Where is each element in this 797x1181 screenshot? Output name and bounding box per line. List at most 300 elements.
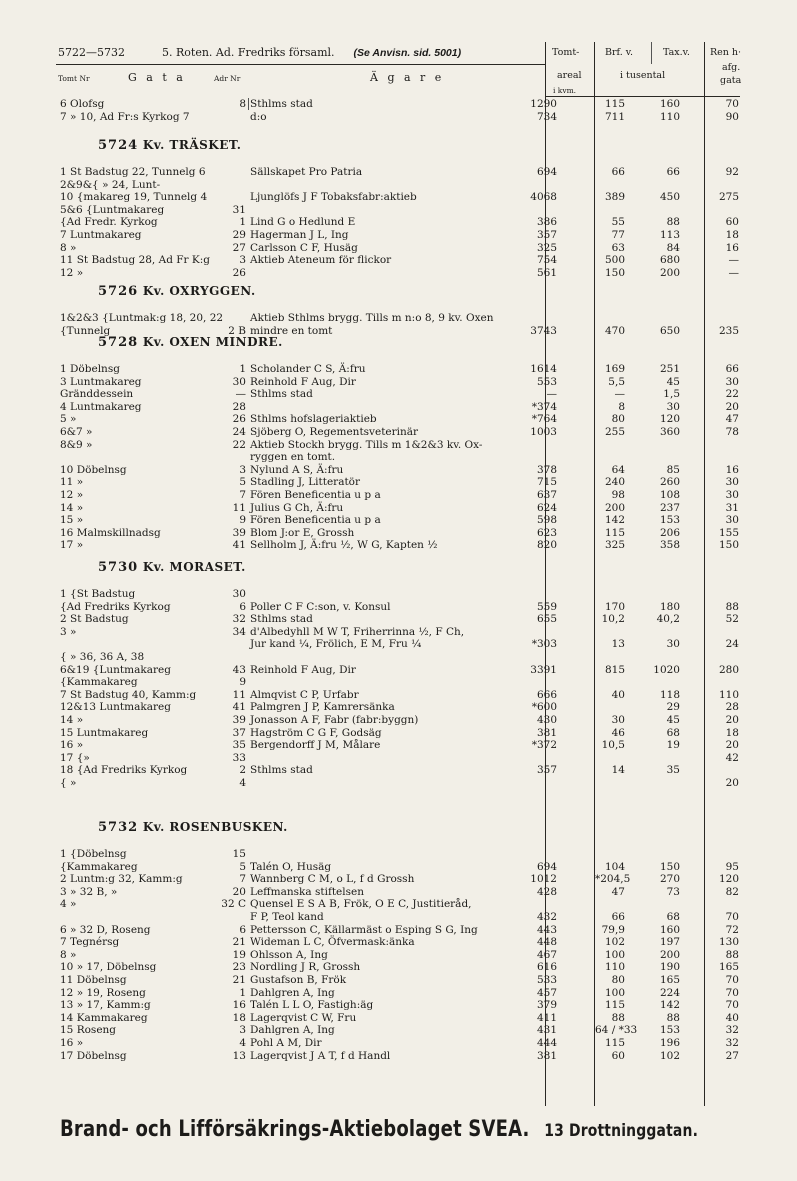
address-cell: 16 » — [60, 739, 84, 752]
house-number-cell: 22 — [232, 438, 246, 451]
cleaning-fee-cell: 130 — [718, 936, 739, 949]
areal-cell: *372 — [531, 739, 557, 752]
cleaning-fee-cell: 150 — [718, 539, 739, 552]
address-cell: 10 » 17, Döbelnsg — [60, 961, 157, 974]
table-row — [0, 439, 797, 452]
table-row — [0, 752, 797, 765]
section-number: 5732 — [98, 820, 139, 835]
house-number-cell: 23 — [232, 961, 246, 974]
house-number-cell: 26 — [232, 266, 246, 279]
areal-cell: 444 — [536, 1037, 557, 1049]
areal-cell: *303 — [531, 638, 557, 651]
address-cell: 4 » — [60, 898, 77, 911]
tax-value-cell: 358 — [659, 539, 680, 552]
address-cell: 1&2&3 {Luntmak:g 18, 20, 22 — [60, 312, 224, 324]
tax-value-cell: 160 — [659, 923, 680, 936]
table-row — [0, 651, 797, 664]
fire-value-cell: 77 — [611, 229, 625, 241]
cleaning-fee-cell: 30 — [725, 375, 739, 388]
address-cell: 3 Luntmakareg — [60, 375, 142, 388]
house-number-cell: 3 — [239, 463, 246, 476]
fire-value-cell: 142 — [604, 514, 625, 527]
house-number-cell: 5 — [239, 860, 246, 873]
owner-cell: mindre en tomt — [250, 324, 333, 337]
cleaning-fee-cell: 47 — [725, 413, 739, 426]
house-number-cell: — — [235, 388, 246, 401]
address-cell: 5 » — [60, 413, 77, 426]
cleaning-fee-cell: 78 — [725, 426, 739, 438]
table-row — [0, 638, 797, 651]
table-row — [0, 111, 797, 124]
fire-value-cell: 815 — [604, 663, 625, 676]
house-number-cell: 19 — [232, 948, 246, 961]
cleaning-fee-cell: 16 — [725, 463, 739, 476]
table-row — [0, 701, 797, 714]
address-cell: 8 » — [60, 948, 77, 961]
address-cell: 14 » — [60, 714, 84, 726]
col-agare: Ä g a r e — [370, 71, 445, 84]
fire-value-cell: 46 — [611, 726, 625, 739]
address-cell: 6 Olofsg — [60, 98, 105, 110]
owner-cell: Bergendorff J M, Målare — [250, 739, 381, 752]
table-row — [0, 848, 797, 861]
address-cell: 4 Luntmakareg — [60, 400, 142, 413]
table-row — [0, 588, 797, 601]
address-cell: 14 » — [60, 501, 84, 514]
fire-value-cell: 98 — [611, 489, 625, 501]
fire-value-cell: 115 — [604, 999, 625, 1012]
cleaning-fee-cell: 42 — [725, 751, 739, 764]
house-number-cell: 8 — [239, 98, 246, 110]
tax-value-cell: 680 — [659, 254, 680, 267]
house-number-cell: 30 — [232, 375, 246, 388]
cleaning-fee-cell: 95 — [725, 860, 739, 873]
cleaning-fee-cell: 120 — [718, 873, 739, 886]
section-number: 5730 — [98, 560, 139, 575]
tax-value-cell: 118 — [659, 688, 680, 701]
areal-cell: 448 — [536, 936, 557, 949]
tax-value-cell: 180 — [659, 600, 680, 613]
address-cell: {Ad Fredr. Kyrkog — [60, 216, 158, 229]
owner-cell: Dahlgren A, Ing — [250, 986, 335, 999]
fire-value-cell: 10,5 — [601, 739, 625, 752]
tax-value-cell: 650 — [659, 324, 680, 337]
house-number-cell: 4 — [239, 777, 246, 789]
owner-cell: Almqvist C P, Urfabr — [250, 688, 359, 701]
cleaning-fee-cell: 27 — [725, 1049, 739, 1062]
house-number-cell: 1 — [239, 986, 246, 999]
cleaning-fee-cell: 70 — [725, 911, 739, 923]
areal-cell: *374 — [531, 400, 557, 413]
tax-value-cell: 160 — [659, 98, 680, 110]
cleaning-fee-cell: 32 — [725, 1037, 739, 1049]
areal-cell: 1290 — [530, 98, 557, 110]
section-name: Kv. ROSENBUSKEN. — [142, 820, 288, 834]
tax-value-cell: 73 — [666, 885, 680, 898]
tax-value-cell: 102 — [659, 1049, 680, 1062]
areal-cell: 378 — [536, 463, 557, 476]
address-cell: 7 Luntmakareg — [60, 229, 142, 241]
cleaning-fee-cell: 90 — [725, 110, 739, 123]
table-row — [0, 413, 797, 426]
cleaning-fee-cell: 110 — [718, 688, 739, 701]
owner-cell: Dahlgren A, Ing — [250, 1024, 335, 1037]
owner-cell: Pohl A M, Dir — [250, 1037, 322, 1049]
table-row — [0, 626, 797, 639]
house-number-cell: 20 — [232, 885, 246, 898]
district-label: 5. Roten. Ad. Fredriks församl. — [162, 46, 335, 59]
owner-cell: Hagerman J L, Ing — [250, 229, 349, 241]
areal-cell: 655 — [536, 613, 557, 626]
table-row — [0, 961, 797, 974]
owner-cell: Fören Beneficentia u p a — [250, 514, 381, 527]
table-row — [0, 464, 797, 477]
cleaning-fee-cell: 60 — [725, 216, 739, 229]
table-row — [0, 886, 797, 899]
fire-value-cell: 10,2 — [601, 613, 625, 626]
table-row — [0, 924, 797, 937]
address-cell: 10 Döbelnsg — [60, 463, 127, 476]
table-row — [0, 401, 797, 414]
column-rule-tax-top — [651, 42, 652, 64]
section-name: Kv. OXRYGGEN. — [142, 284, 256, 298]
cleaning-fee-cell: 70 — [725, 986, 739, 999]
section-title — [98, 335, 283, 350]
tax-value-cell: 196 — [659, 1037, 680, 1049]
address-cell: 12 » — [60, 489, 84, 501]
fire-value-cell: 110 — [604, 961, 625, 974]
cleaning-fee-cell: 16 — [725, 241, 739, 254]
house-number-cell: 15 — [232, 848, 246, 860]
section-title — [98, 560, 246, 575]
table-row — [0, 363, 797, 376]
areal-cell: 411 — [536, 1011, 557, 1024]
owner-cell: Talén O, Husäg — [250, 860, 332, 873]
fire-value-cell: 169 — [604, 363, 625, 375]
tax-value-cell: 237 — [659, 501, 680, 514]
advertisement-footer — [60, 1110, 699, 1150]
fire-value-cell: 150 — [604, 266, 625, 279]
tax-value-cell: 165 — [659, 974, 680, 986]
owner-cell: Sthlms stad — [250, 764, 313, 777]
tax-value-cell: 224 — [659, 986, 680, 999]
house-number-cell: 6 — [239, 600, 246, 613]
areal-cell: *600 — [531, 701, 557, 714]
address-cell: {Kammakareg — [60, 860, 138, 873]
owner-cell: Sällskapet Pro Patria — [250, 166, 363, 178]
areal-cell: *764 — [531, 413, 557, 426]
address-cell: 15 » — [60, 514, 84, 527]
col-areal: areal — [557, 70, 582, 81]
areal-cell: 616 — [536, 961, 557, 974]
address-cell: 12 » 19, Roseng — [60, 986, 146, 999]
section-number: 5726 — [98, 284, 139, 299]
owner-cell: Palmgren J P, Kamrersänka — [250, 701, 395, 714]
cleaning-fee-cell: 88 — [725, 948, 739, 961]
house-number-cell: 2 B — [228, 324, 246, 337]
table-row — [0, 1050, 797, 1063]
owner-cell: Sthlms stad — [250, 613, 313, 626]
owner-cell: Ohlsson A, Ing — [250, 948, 328, 961]
tax-value-cell: 190 — [659, 961, 680, 974]
address-cell: 11 St Badstug 28, Ad Fr K:g — [60, 254, 210, 267]
cleaning-fee-cell: — — [728, 266, 739, 279]
areal-cell: 386 — [536, 216, 557, 229]
tax-value-cell: 450 — [659, 191, 680, 204]
address-cell: 6&19 {Luntmakareg — [60, 663, 171, 676]
cleaning-fee-cell: 235 — [718, 324, 739, 337]
cleaning-fee-cell: 20 — [725, 400, 739, 413]
cleaning-fee-cell: 30 — [725, 489, 739, 501]
col-tomtnr: Tomt Nr — [58, 74, 90, 83]
table-row — [0, 861, 797, 874]
address-cell: {Tunnelg — [60, 324, 111, 337]
areal-cell: 1614 — [530, 363, 557, 375]
table-row — [0, 764, 797, 777]
table-row — [0, 777, 797, 790]
house-number-cell: 11 — [232, 501, 246, 514]
areal-cell: 4068 — [530, 191, 557, 204]
owner-cell: F P, Teol kand — [250, 911, 324, 923]
tax-value-cell: 113 — [659, 229, 680, 241]
owner-cell: Leffmanska stiftelsen — [250, 885, 364, 898]
address-cell: 6&7 » — [60, 426, 93, 438]
fire-value-cell: 255 — [604, 426, 625, 438]
house-number-cell: 21 — [232, 974, 246, 986]
owner-cell: Quensel E S A B, Frök, O E C, Justitieråd, — [250, 898, 472, 911]
table-row — [0, 739, 797, 752]
fire-value-cell: 66 — [611, 166, 625, 178]
owner-cell: Jonasson A F, Fabr (fabr:byggn) — [250, 714, 419, 726]
owner-cell: Reinhold F Aug, Dir — [250, 663, 356, 676]
areal-cell: 1003 — [530, 426, 557, 438]
fire-value-cell: 470 — [604, 324, 625, 337]
areal-cell: 1012 — [530, 873, 557, 886]
areal-cell: 715 — [536, 476, 557, 489]
address-cell: 12 » — [60, 266, 84, 279]
tax-value-cell: 30 — [666, 638, 680, 651]
owner-cell: Sthlms stad — [250, 98, 313, 110]
cleaning-fee-cell: 40 — [725, 1011, 739, 1024]
cleaning-fee-cell: 72 — [725, 923, 739, 936]
cleaning-fee-cell: 30 — [725, 514, 739, 527]
col-renh: Ren h· — [710, 47, 742, 58]
table-row — [0, 242, 797, 255]
cleaning-fee-cell: 24 — [725, 638, 739, 651]
owner-cell: Reinhold F Aug, Dir — [250, 375, 356, 388]
areal-cell: 325 — [536, 241, 557, 254]
fire-value-cell: 14 — [611, 764, 625, 777]
house-number-cell: 1 — [239, 216, 246, 229]
tax-value-cell: 360 — [659, 426, 680, 438]
owner-cell: d:o — [250, 110, 267, 123]
owner-cell: Aktieb Stockh brygg. Tills m 1&2&3 kv. Ox- — [250, 438, 483, 451]
house-number-cell: 18 — [232, 1011, 246, 1024]
table-row — [0, 1012, 797, 1025]
owner-cell: Ljunglöfs J F Tobaksfabr:aktieb — [250, 191, 417, 204]
address-cell: 10 {makareg 19, Tunnelg 4 — [60, 191, 208, 204]
table-row — [0, 949, 797, 962]
areal-cell: 428 — [536, 885, 557, 898]
tax-value-cell: 270 — [659, 873, 680, 886]
table-row — [0, 166, 797, 179]
tax-value-cell: 110 — [659, 110, 680, 123]
address-cell: {Ad Fredriks Kyrkog — [60, 600, 171, 613]
col-brf: Brf. v. — [605, 47, 633, 58]
tax-value-cell: 1020 — [653, 663, 680, 676]
table-row — [0, 714, 797, 727]
address-cell: Gränddessein — [60, 388, 134, 401]
cleaning-fee-cell: 66 — [725, 363, 739, 375]
address-cell: 11 » — [60, 476, 84, 489]
fire-value-cell: 80 — [611, 974, 625, 986]
areal-cell: 3391 — [530, 663, 557, 676]
owner-cell: Carlsson C F, Husäg — [250, 241, 358, 254]
fire-value-cell: 500 — [604, 254, 625, 267]
fire-value-cell: 30 — [611, 714, 625, 726]
address-cell: 16 Malmskillnadsg — [60, 526, 161, 539]
areal-cell: 467 — [536, 948, 557, 961]
owner-cell: ryggen en tomt. — [250, 451, 336, 464]
tax-value-cell: 29 — [666, 701, 680, 714]
tax-value-cell: 68 — [666, 726, 680, 739]
address-cell: 1 {St Badstug — [60, 588, 136, 600]
owner-cell: Lagerqvist C W, Fru — [250, 1011, 357, 1024]
areal-cell: 666 — [536, 688, 557, 701]
cleaning-fee-cell: 275 — [718, 191, 739, 204]
house-number-cell: 39 — [232, 526, 246, 539]
areal-cell: 430 — [536, 714, 557, 726]
house-number-cell: 9 — [239, 676, 246, 689]
owner-cell: Wideman L C, Öfvermask:änka — [250, 936, 415, 949]
col-tomt: Tomt- — [552, 47, 580, 58]
table-row — [0, 388, 797, 401]
house-number-cell: 28 — [232, 400, 246, 413]
tax-value-cell: 85 — [666, 463, 680, 476]
address-cell: 6 » 32 D, Roseng — [60, 923, 151, 936]
owner-cell: Stadling J, Litteratör — [250, 476, 361, 489]
address-cell: 7 » 10, Ad Fr:s Kyrkog 7 — [60, 110, 190, 123]
fire-value-cell: 40 — [611, 688, 625, 701]
fire-value-cell: 240 — [604, 476, 625, 489]
owner-cell: Hagström C G F, Godsäg — [250, 726, 382, 739]
cleaning-fee-cell: 70 — [725, 974, 739, 986]
cleaning-fee-cell: — — [728, 254, 739, 267]
cleaning-fee-cell: 70 — [725, 98, 739, 110]
address-cell: 8&9 » — [60, 438, 93, 451]
house-number-cell: 34 — [232, 625, 246, 638]
address-cell: 18 {Ad Fredriks Kyrkog — [60, 764, 188, 777]
address-cell: {Kammakareg — [60, 676, 138, 689]
cleaning-fee-cell: 32 — [725, 1024, 739, 1037]
fire-value-cell: 47 — [611, 885, 625, 898]
table-row — [0, 676, 797, 689]
cleaning-fee-cell: 82 — [725, 885, 739, 898]
owner-cell: Nordling J R, Grossh — [250, 961, 361, 974]
address-cell: 15 Luntmakareg — [60, 726, 149, 739]
table-row — [0, 489, 797, 502]
areal-cell: 623 — [536, 526, 557, 539]
house-number-cell: 5 — [239, 476, 246, 489]
owner-cell: Julius G Ch, Ä:fru — [250, 501, 344, 514]
tax-value-cell: 40,2 — [656, 613, 680, 626]
address-cell: 8 » — [60, 241, 77, 254]
house-number-cell: 21 — [232, 936, 246, 949]
address-cell: 17 {» — [60, 751, 90, 764]
areal-cell: 357 — [536, 229, 557, 241]
table-row — [0, 974, 797, 987]
tax-value-cell: 153 — [659, 1024, 680, 1037]
owner-cell: Sthlms hofslageriaktieb — [250, 413, 377, 426]
address-cell: 11 Döbelnsg — [60, 974, 127, 986]
section-title — [98, 820, 288, 835]
cleaning-fee-cell: 20 — [725, 777, 739, 789]
owner-cell: Fören Beneficentia u p a — [250, 489, 381, 501]
fire-value-cell: 63 — [611, 241, 625, 254]
cleaning-fee-cell: 20 — [725, 739, 739, 752]
table-row — [0, 98, 797, 111]
table-row — [0, 1037, 797, 1050]
address-cell: 5&6 {Luntmakareg — [60, 203, 165, 216]
page-header — [58, 46, 461, 59]
tax-value-cell: 108 — [659, 489, 680, 501]
fire-value-cell: 55 — [611, 216, 625, 229]
section-name: Kv. TRÄSKET. — [142, 138, 242, 152]
col-ikvm: i kvm. — [553, 86, 577, 95]
house-number-cell: 33 — [232, 751, 246, 764]
owner-cell: Nylund A S, Ä:fru — [250, 463, 344, 476]
tax-value-cell: 88 — [666, 216, 680, 229]
fire-value-cell: 13 — [611, 638, 625, 651]
col-gata2: gata — [720, 75, 742, 86]
owner-cell: Jur kand ¼, Frölich, E M, Fru ¼ — [250, 638, 422, 651]
col-gata: G a t a — [128, 71, 186, 84]
table-row — [0, 898, 797, 911]
fire-value-cell: 389 — [604, 191, 625, 204]
address-cell: { » 36, 36 A, 38 — [60, 651, 145, 663]
owner-cell: Pettersson C, Källarmäst o Esping S G, Ing — [250, 923, 478, 936]
section-name: Kv. MORASET. — [142, 560, 246, 574]
table-row — [0, 527, 797, 540]
cleaning-fee-cell: 280 — [718, 663, 739, 676]
areal-cell: 431 — [536, 1024, 557, 1037]
table-row — [0, 514, 797, 527]
address-cell: 3 » — [60, 625, 77, 638]
house-number-cell: 16 — [232, 999, 246, 1012]
fire-value-cell: — — [614, 388, 625, 401]
areal-cell: 3743 — [530, 324, 557, 337]
areal-cell: 820 — [536, 539, 557, 552]
owner-cell: Blom J:or E, Grossh — [250, 526, 355, 539]
house-number-cell: 30 — [232, 588, 246, 600]
house-number-cell: 37 — [232, 726, 246, 739]
fire-value-cell: 64 — [611, 463, 625, 476]
owner-cell: Scholander C S, Ä:fru — [250, 363, 366, 375]
owner-cell: Aktieb Ateneum för flickor — [250, 254, 392, 267]
cleaning-fee-cell: 22 — [725, 388, 739, 401]
tax-value-cell: 1,5 — [663, 388, 680, 401]
tax-value-cell: 200 — [659, 948, 680, 961]
fire-value-cell: 104 — [604, 860, 625, 873]
house-number-cell: 7 — [239, 873, 246, 886]
owner-cell: Sjöberg O, Regementsveterinär — [250, 426, 419, 438]
areal-cell: 443 — [536, 923, 557, 936]
table-row — [0, 204, 797, 217]
address-cell: 15 Roseng — [60, 1024, 117, 1037]
tax-value-cell: 260 — [659, 476, 680, 489]
fire-value-cell: 88 — [611, 1011, 625, 1024]
house-number-cell: 1 — [239, 363, 246, 375]
